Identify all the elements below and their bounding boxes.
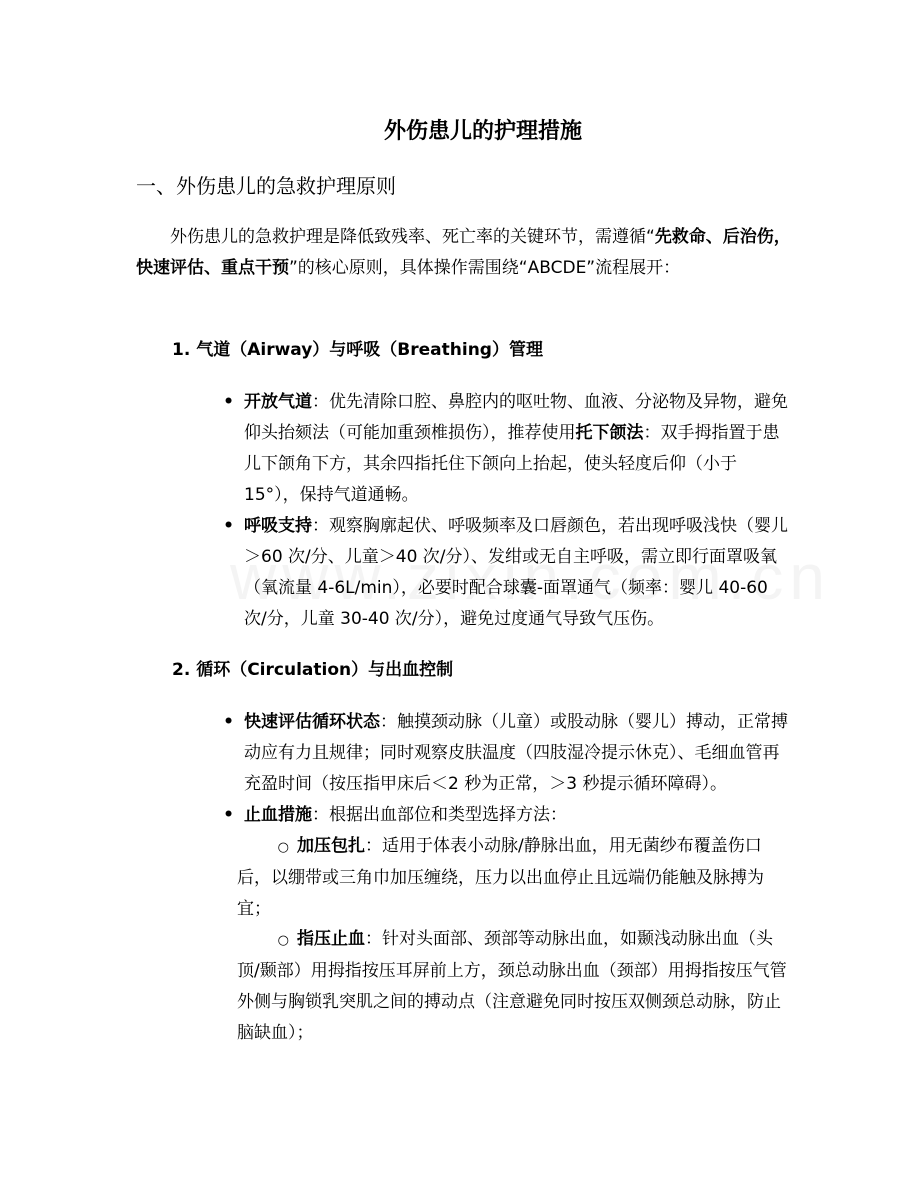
sub-item-text: ：针对头面部、颈部等动脉出血，如颞浅动脉出血（头顶/颞部）用拇指按压耳屏前上方，颈总动脉出血（颈部）用拇指按压气管外侧与胸锁乳突肌之间的搏动点（注意避免同时按压双侧颈总动脉，防止脑缺血）； — [237, 929, 787, 1043]
sub-item-digital-pressure — [237, 924, 790, 1049]
bullet-icon: • — [223, 712, 234, 732]
sub-item-text: ：适用于体表小动脉/静脉出血，用无菌纱布覆盖伤口后，以绷带或三角巾加压缠绕，压力以出血停止且远端仍能触及脉搏为宜； — [237, 836, 764, 919]
item-text: ：根据出血部位和类型选择方法： — [312, 805, 567, 825]
item-label: 快速评估循环状态 — [244, 712, 380, 732]
intro-text-bold: 先救命、后治伤，快速评估、重点干预 — [136, 227, 791, 278]
section-heading: 一、外伤患儿的急救护理原则 — [136, 174, 396, 198]
list-item-hemostasis — [190, 800, 790, 831]
bullet-icon: • — [223, 516, 234, 536]
item-label: 呼吸支持 — [244, 516, 312, 536]
sub-item-label: 指压止血 — [297, 929, 365, 949]
item-label: 开放气道 — [244, 392, 312, 412]
list-item-airway-open — [190, 387, 790, 511]
intro-paragraph — [136, 222, 791, 284]
document-title: 外伤患儿的护理措施 — [383, 119, 582, 144]
circle-bullet-icon: ○ — [277, 933, 289, 948]
intro-text-suffix: ”的核心原则，具体操作需围绕“ABCDE”流程展开： — [289, 258, 681, 278]
circle-bullet-icon: ○ — [277, 840, 289, 855]
sub-item-pressure-bandage — [237, 831, 790, 925]
item-text: ：观察胸廓起伏、呼吸频率及口唇颜色，若出现呼吸浅快（婴儿＞60 次/分、儿童＞40 次/分）、发绀或无自主呼吸，需立即行面罩吸氧（氧流量 4-6L/min），必要时配合球囊-面罩通气（频率：婴儿 40-60 次/分，儿童 30-40 次/分），避免过度通气导致气压伤。 — [244, 516, 788, 629]
intro-text-prefix: 外伤患儿的急救护理是降低致残率、死亡率的关键环节，需遵循“ — [170, 227, 655, 247]
item-text: ：触摸颈动脉（儿童）或股动脉（婴儿）搏动，正常搏动应有力且规律；同时观察皮肤温度（四肢湿冷提示休克）、毛细血管再充盈时间（按压指甲床后＜2 秒为正常，＞3 秒提示循环障碍）。 — [244, 712, 788, 794]
item-text-secondary: ：双手拇指置于患儿下颌角下方，其余四指托住下颌向上抬起，使头轻度后仰（小于 15°），保持气道通畅。 — [244, 423, 780, 505]
circulation-heading: 2. 循环（Circulation）与出血控制 — [172, 660, 454, 680]
list-item-circulation-assessment — [190, 707, 790, 800]
sub-item-label: 加压包扎 — [297, 836, 365, 856]
item-label: 止血措施 — [244, 805, 312, 825]
bullet-icon: • — [223, 805, 234, 825]
airway-heading: 1. 气道（Airway）与呼吸（Breathing）管理 — [172, 340, 543, 360]
list-item-breathing-support — [190, 511, 790, 635]
bullet-icon: • — [223, 392, 234, 412]
item-label-secondary: 托下颌法 — [575, 423, 644, 443]
item-text: ：优先清除口腔、鼻腔内的呕吐物、血液、分泌物及异物，避免仰头抬颏法（可能加重颈椎损伤），推荐使用 — [244, 392, 788, 443]
